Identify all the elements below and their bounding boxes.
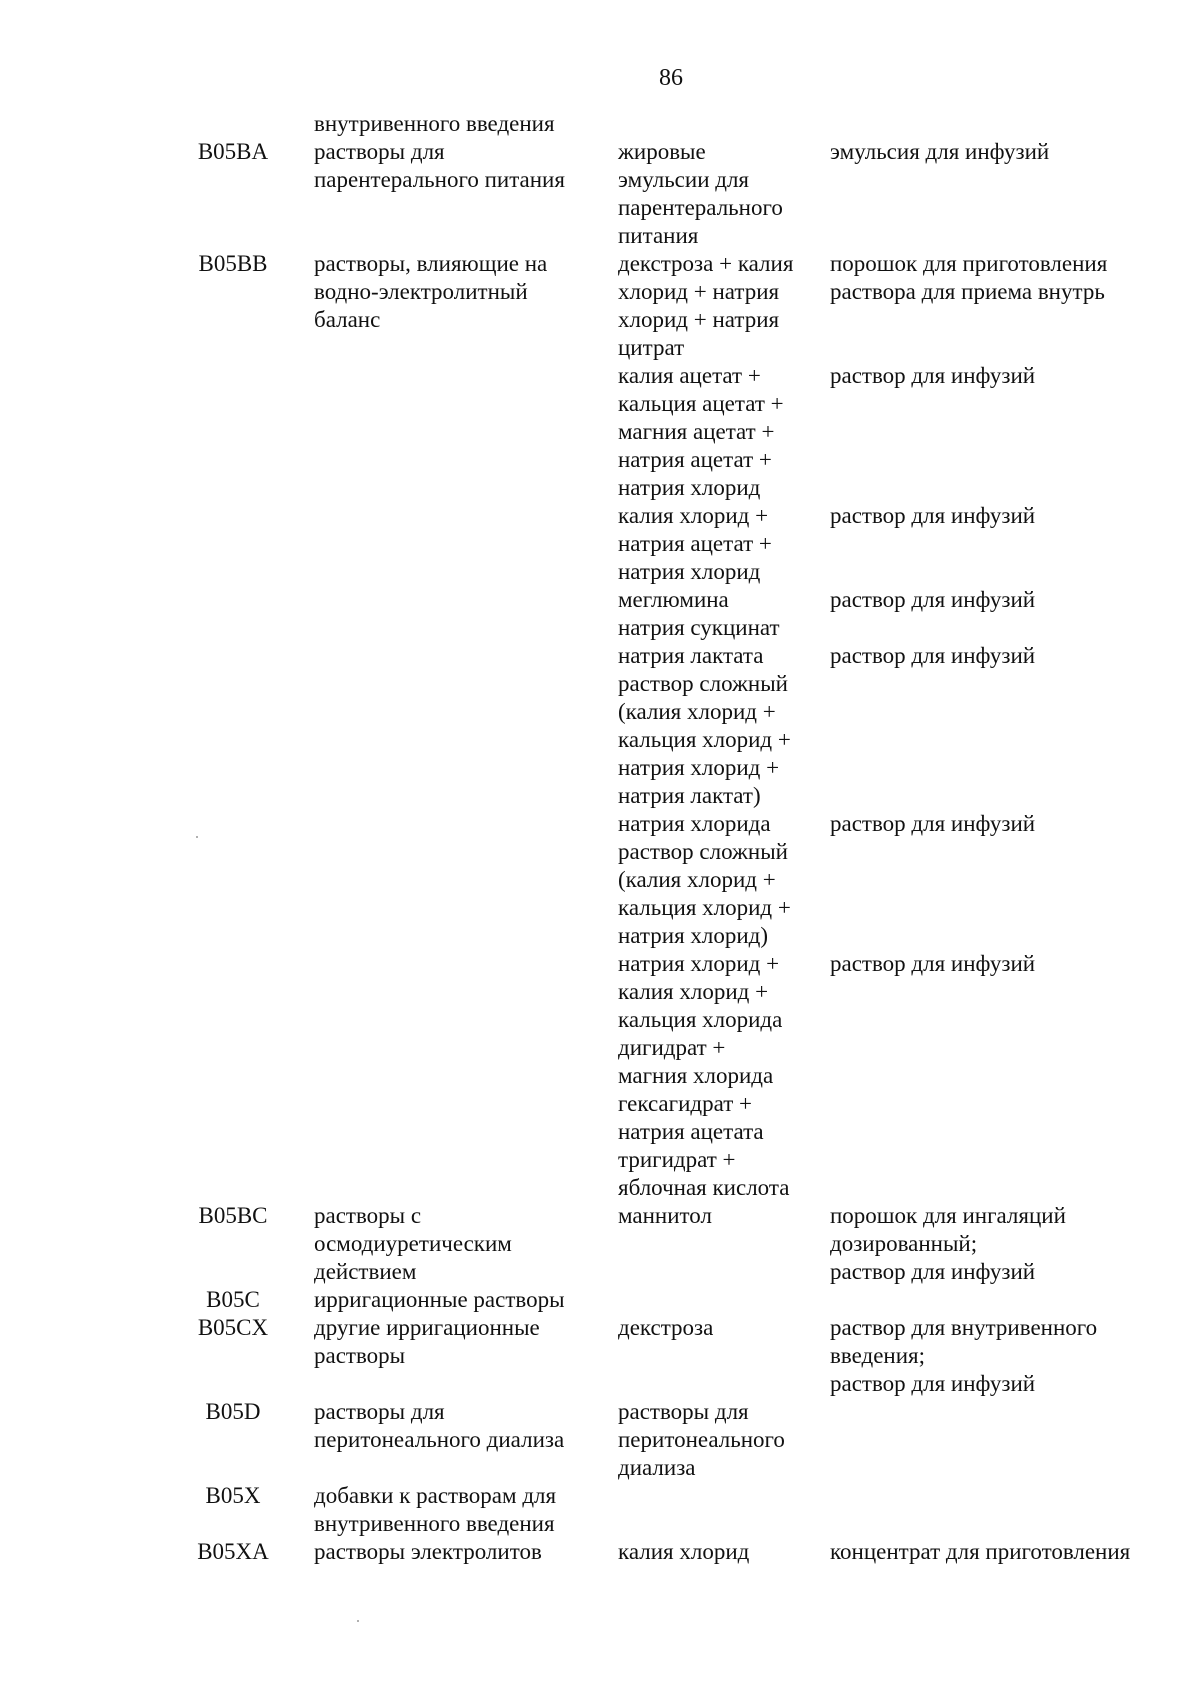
drug-name-line: натрия лактат) xyxy=(618,783,761,808)
drug-name-line: натрия хлорид) xyxy=(618,923,769,948)
dosage-form-line: раствор для внутривенного xyxy=(830,1315,1098,1340)
atc-code: B05XA xyxy=(197,1539,269,1564)
group-name-line: растворы для xyxy=(314,139,445,164)
dosage-form xyxy=(830,642,1180,670)
atc-code: B05BC xyxy=(198,1203,268,1228)
drug-name-line: (калия хлорид + xyxy=(618,867,776,892)
dosage-form-line: порошок для приготовления xyxy=(830,251,1108,276)
drug-name xyxy=(618,586,818,642)
drug-name-line: тригидрат + xyxy=(618,1147,736,1172)
atc-code: B05CX xyxy=(197,1315,269,1340)
dosage-form-line: дозированный; xyxy=(830,1231,978,1256)
dosage-form-line: эмульсия для инфузий xyxy=(830,139,1050,164)
atc-code: B05D xyxy=(205,1399,261,1424)
group-name-line: ирригационные растворы xyxy=(314,1287,565,1312)
drug-name-line: натрия лактата xyxy=(618,643,764,668)
group-name-line: добавки к растворам для xyxy=(314,1483,557,1508)
drug-name-line: декстроза + калия xyxy=(618,251,794,276)
drug-name-line: натрия сукцинат xyxy=(618,615,780,640)
dosage-form xyxy=(830,1314,1180,1398)
dosage-form-line: раствор для инфузий xyxy=(830,811,1036,836)
group-name xyxy=(314,1286,604,1314)
dosage-form-line: раствор для инфузий xyxy=(830,587,1036,612)
group-name xyxy=(314,1202,604,1286)
group-name xyxy=(314,1538,604,1566)
scan-speck xyxy=(357,1620,359,1622)
drug-name-line: (калия хлорид + xyxy=(618,699,776,724)
drug-name xyxy=(618,1314,818,1342)
group-name-line: действием xyxy=(314,1259,417,1284)
drug-name xyxy=(618,502,818,586)
dosage-form xyxy=(830,586,1180,614)
drug-name-line: парентерального xyxy=(618,195,783,220)
drug-name xyxy=(618,1202,818,1230)
drug-name-line: меглюмина xyxy=(618,587,729,612)
drug-name-line: кальция хлорид + xyxy=(618,895,791,920)
drug-name xyxy=(618,138,818,250)
drug-name-line: калия ацетат + xyxy=(618,363,761,388)
group-name-line: осмодиуретическим xyxy=(314,1231,512,1256)
drug-name-line: диализа xyxy=(618,1455,696,1480)
dosage-form xyxy=(830,1202,1180,1286)
drug-name-line: калия хлорид + xyxy=(618,979,769,1004)
drug-name-line: натрия ацетат + xyxy=(618,531,772,556)
drug-name xyxy=(618,1398,818,1482)
drug-name-line: перитонеального xyxy=(618,1427,785,1452)
group-name-line: растворы xyxy=(314,1343,406,1368)
drug-name-line: натрия хлорида xyxy=(618,811,771,836)
drug-name-line: магния ацетат + xyxy=(618,419,775,444)
drug-name-line: яблочная кислота xyxy=(618,1175,790,1200)
group-name-line: баланс xyxy=(314,307,381,332)
dosage-form xyxy=(830,1538,1180,1566)
drug-name-line: эмульсии для xyxy=(618,167,750,192)
dosage-form-line: порошок для ингаляций xyxy=(830,1203,1066,1228)
drug-name-line: жировые xyxy=(618,139,706,164)
group-name-line: растворы, влияющие на xyxy=(314,251,548,276)
atc-code: B05BA xyxy=(197,139,269,164)
drug-name-line: натрия хлорид xyxy=(618,559,761,584)
group-name xyxy=(314,1314,604,1370)
drug-name-line: натрия ацетата xyxy=(618,1119,764,1144)
drug-name xyxy=(618,950,818,1202)
group-name xyxy=(314,1482,604,1538)
dosage-form xyxy=(830,502,1180,530)
group-name xyxy=(314,1398,604,1454)
group-name-line: растворы электролитов xyxy=(314,1539,542,1564)
dosage-form-line: введения; xyxy=(830,1343,925,1368)
drug-name-line: гексагидрат + xyxy=(618,1091,752,1116)
drug-name-line: натрия хлорид + xyxy=(618,755,780,780)
dosage-form-line: раствора для приема внутрь xyxy=(830,279,1105,304)
drug-name-line: натрия хлорид + xyxy=(618,951,780,976)
drug-name-line: натрия ацетат + xyxy=(618,447,772,472)
drug-name xyxy=(618,810,818,950)
drug-name xyxy=(618,250,818,362)
group-name xyxy=(314,250,604,334)
dosage-form-line: концентрат для приготовления xyxy=(830,1539,1131,1564)
drug-name-line: дигидрат + xyxy=(618,1035,726,1060)
drug-name-line: раствор сложный xyxy=(618,671,788,696)
group-name xyxy=(314,110,604,138)
group-name xyxy=(314,138,604,194)
dosage-form-line: раствор для инфузий xyxy=(830,1259,1036,1284)
drug-name-line: кальция хлорид + xyxy=(618,727,791,752)
drug-name-line: растворы для xyxy=(618,1399,749,1424)
group-name-line: другие ирригационные xyxy=(314,1315,540,1340)
drug-name xyxy=(618,362,818,502)
drug-name xyxy=(618,642,818,810)
drug-name-line: магния хлорида xyxy=(618,1063,774,1088)
group-name-line: внутривенного введения xyxy=(314,1511,555,1536)
group-name-line: перитонеального диализа xyxy=(314,1427,565,1452)
drug-name-line: хлорид + натрия xyxy=(618,279,780,304)
drug-name-line: натрия хлорид xyxy=(618,475,761,500)
drug-name-line: калия хлорид xyxy=(618,1539,750,1564)
dosage-form xyxy=(830,950,1180,978)
atc-code: B05C xyxy=(206,1287,260,1312)
group-name-line: растворы для xyxy=(314,1399,445,1424)
page-number: 86 xyxy=(659,65,683,91)
atc-code: B05BB xyxy=(198,251,268,276)
drug-name-line: кальция хлорида xyxy=(618,1007,783,1032)
drug-name xyxy=(618,1538,818,1566)
dosage-form xyxy=(830,138,1180,166)
drug-name-line: раствор сложный xyxy=(618,839,788,864)
drug-name-line: маннитол xyxy=(618,1203,712,1228)
drug-name-line: калия хлорид + xyxy=(618,503,769,528)
dosage-form-line: раствор для инфузий xyxy=(830,1371,1036,1396)
dosage-form-line: раствор для инфузий xyxy=(830,643,1036,668)
dosage-form xyxy=(830,810,1180,838)
dosage-form xyxy=(830,250,1180,306)
dosage-form xyxy=(830,362,1180,390)
group-name-line: парентерального питания xyxy=(314,167,565,192)
drug-name-line: питания xyxy=(618,223,699,248)
drug-name-line: цитрат xyxy=(618,335,685,360)
dosage-form-line: раствор для инфузий xyxy=(830,503,1036,528)
atc-code: B05X xyxy=(205,1483,261,1508)
drug-name-line: декстроза xyxy=(618,1315,714,1340)
group-name-line: водно-электролитный xyxy=(314,279,528,304)
group-name-line: растворы с xyxy=(314,1203,422,1228)
dosage-form-line: раствор для инфузий xyxy=(830,363,1036,388)
dosage-form-line: раствор для инфузий xyxy=(830,951,1036,976)
drug-name-line: хлорид + натрия xyxy=(618,307,780,332)
group-name-line: внутривенного введения xyxy=(314,111,555,136)
scan-speck xyxy=(196,836,198,838)
drug-name-line: кальция ацетат + xyxy=(618,391,784,416)
